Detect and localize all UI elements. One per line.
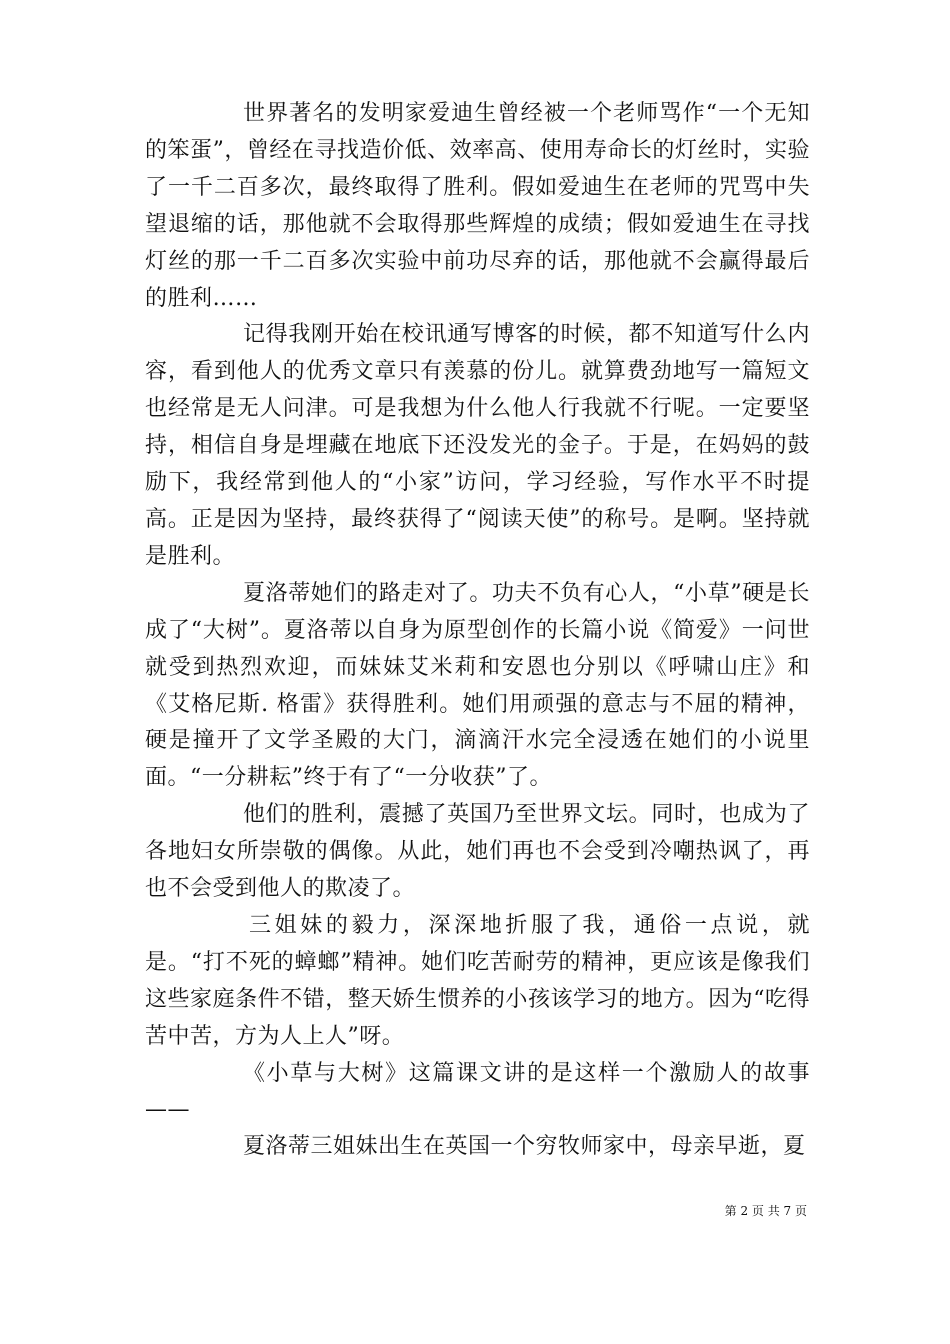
paragraph-three-sisters: 三姐妹的毅力，深深地折服了我，通俗一点说，就是。“打不死的蟑螂”精神。她们吃苦耐劳的精神，更应该是像我们这些家庭条件不错，整天娇生惯养的小孩该学习的地方。因为“吃得苦中苦，方为人上人”呀。 <box>145 912 810 1049</box>
body-text <box>145 96 810 1166</box>
paragraph-blog: 记得我刚开始在校讯通写博客的时候，都不知道写什么内容，看到他人的优秀文章只有羡慕的份儿。就算费劲地写一篇短文也经常是无人问津。可是我想为什么他人行我就不行呢。一定要坚持，相信自身是埋藏在地底下还没发光的金子。于是，在妈妈的鼓励下，我经常到他人的“小家”访问，学习经验，写作水平不时提高。正是因为坚持，最终获得了“阅读天使”的称号。是啊。坚持就是胜利。 <box>145 322 810 569</box>
paragraph-lesson-intro: 《小草与大树》这篇课文讲的是这样一个激励人的故事—— <box>145 1060 810 1123</box>
paragraph-edison: 世界著名的发明家爱迪生曾经被一个老师骂作“一个无知的笨蛋”，曾经在寻找造价低、效率高、使用寿命长的灯丝时，实验了一千二百多次，最终取得了胜利。假如爱迪生在老师的咒骂中失望退缩的话，那他就不会取得那些辉煌的成绩；假如爱迪生在寻找灯丝的那一千二百多次实验中前功尽弃的话，那他就不会赢得最后的胜利…… <box>145 101 810 311</box>
paragraph-victory-impact: 他们的胜利，震撼了英国乃至世界文坛。同时，也成为了各地妇女所崇敬的偶像。从此，她们再也不会受到冷嘲热讽了，再也不会受到他人的欺凌了。 <box>145 802 810 902</box>
paragraph-story-start: 夏洛蒂三姐妹出生在英国一个穷牧师家中，母亲早逝，夏 <box>243 1134 806 1160</box>
page-number-footer: 第 2 页 共 7 页 <box>724 1204 807 1218</box>
paragraph-charlotte-success: 夏洛蒂她们的路走对了。功夫不负有心人，“小草”硬是长成了“大树”。夏洛蒂以自身为原型创作的长篇小说《简爱》一问世就受到热烈欢迎，而妹妹艾米莉和安恩也分别以《呼啸山庄》和《艾格尼斯. 格雷》获得胜利。她们用顽强的意志与不屈的精神，硬是撞开了文学圣殿的大门，滴滴汗水完全浸透在她们的小说里面。“一分耕耘”终于有了“一分收获”了。 <box>145 580 810 791</box>
